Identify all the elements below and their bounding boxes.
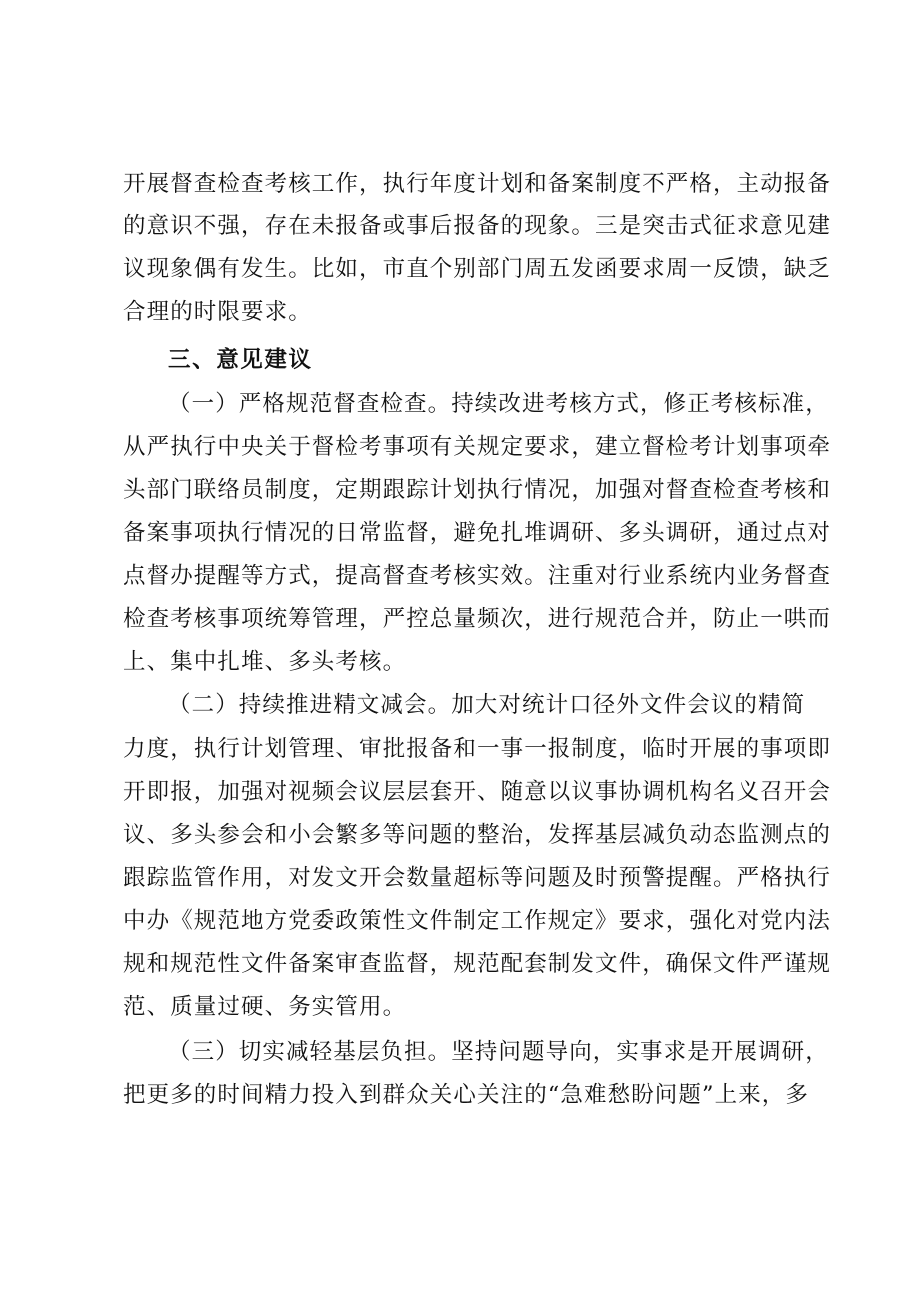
paragraph-line: 点督办提醒等方式，提高督查考核实效。注重对行业系统内业务督查	[123, 563, 832, 589]
paragraph-line: （一）严格规范督查检查。持续改进考核方式，修正考核标准，	[168, 391, 829, 417]
paragraph-line: 从严执行中央关于督检考事项有关规定要求，建立督检考计划事项牵	[123, 434, 832, 460]
paragraph-line: （二）持续推进精文减会。加大对统计口径外文件会议的精简	[168, 692, 806, 718]
paragraph-line: 中办《规范地方党委政策性文件制定工作规定》要求，强化对党内法	[123, 908, 832, 934]
paragraph-line: 范、质量过硬、务实管用。	[123, 994, 407, 1020]
section-heading: 三、意见建议	[168, 347, 313, 373]
paragraph-line: 头部门联络员制度，定期跟踪计划执行情况，加强对督查检查考核和	[123, 477, 832, 503]
paragraph-line: 开即报，加强对视频会议层层套开、随意以议事协调机构名义召开会	[123, 779, 832, 805]
paragraph-line: 备案事项执行情况的日常监督，避免扎堆调研、多头调研，通过点对	[123, 520, 832, 546]
paragraph-line: 上、集中扎堆、多头考核。	[123, 649, 407, 675]
paragraph-line: 合理的时限要求。	[123, 299, 312, 325]
paragraph-line: 力度，执行计划管理、审批报备和一事一报制度，临时开展的事项即	[123, 736, 832, 762]
paragraph-line: 开展督查检查考核工作，执行年度计划和备案制度不严格，主动报备	[123, 171, 832, 197]
paragraph-line: 议现象偶有发生。比如，市直个别部门周五发函要求周一反馈，缺乏	[123, 256, 832, 282]
paragraph-line: 的意识不强，存在未报备或事后报备的现象。三是突击式征求意见建	[123, 213, 832, 239]
paragraph-line: 议、多头参会和小会繁多等问题的整治，发挥基层减负动态监测点的	[123, 822, 832, 848]
paragraph-line: 规和规范性文件备案审查监督，规范配套制发文件，确保文件严谨规	[123, 951, 832, 977]
paragraph-line: 跟踪监管作用，对发文开会数量超标等问题及时预警提醒。严格执行	[123, 865, 832, 891]
paragraph-line: 检查考核事项统筹管理，严控总量频次，进行规范合并，防止一哄而	[123, 606, 832, 632]
paragraph-line: 把更多的时间精力投入到群众关心关注的“急难愁盼问题”上来，多	[123, 1082, 810, 1108]
paragraph-line: （三）切实减轻基层负担。坚持问题导向，实事求是开展调研，	[168, 1039, 829, 1065]
